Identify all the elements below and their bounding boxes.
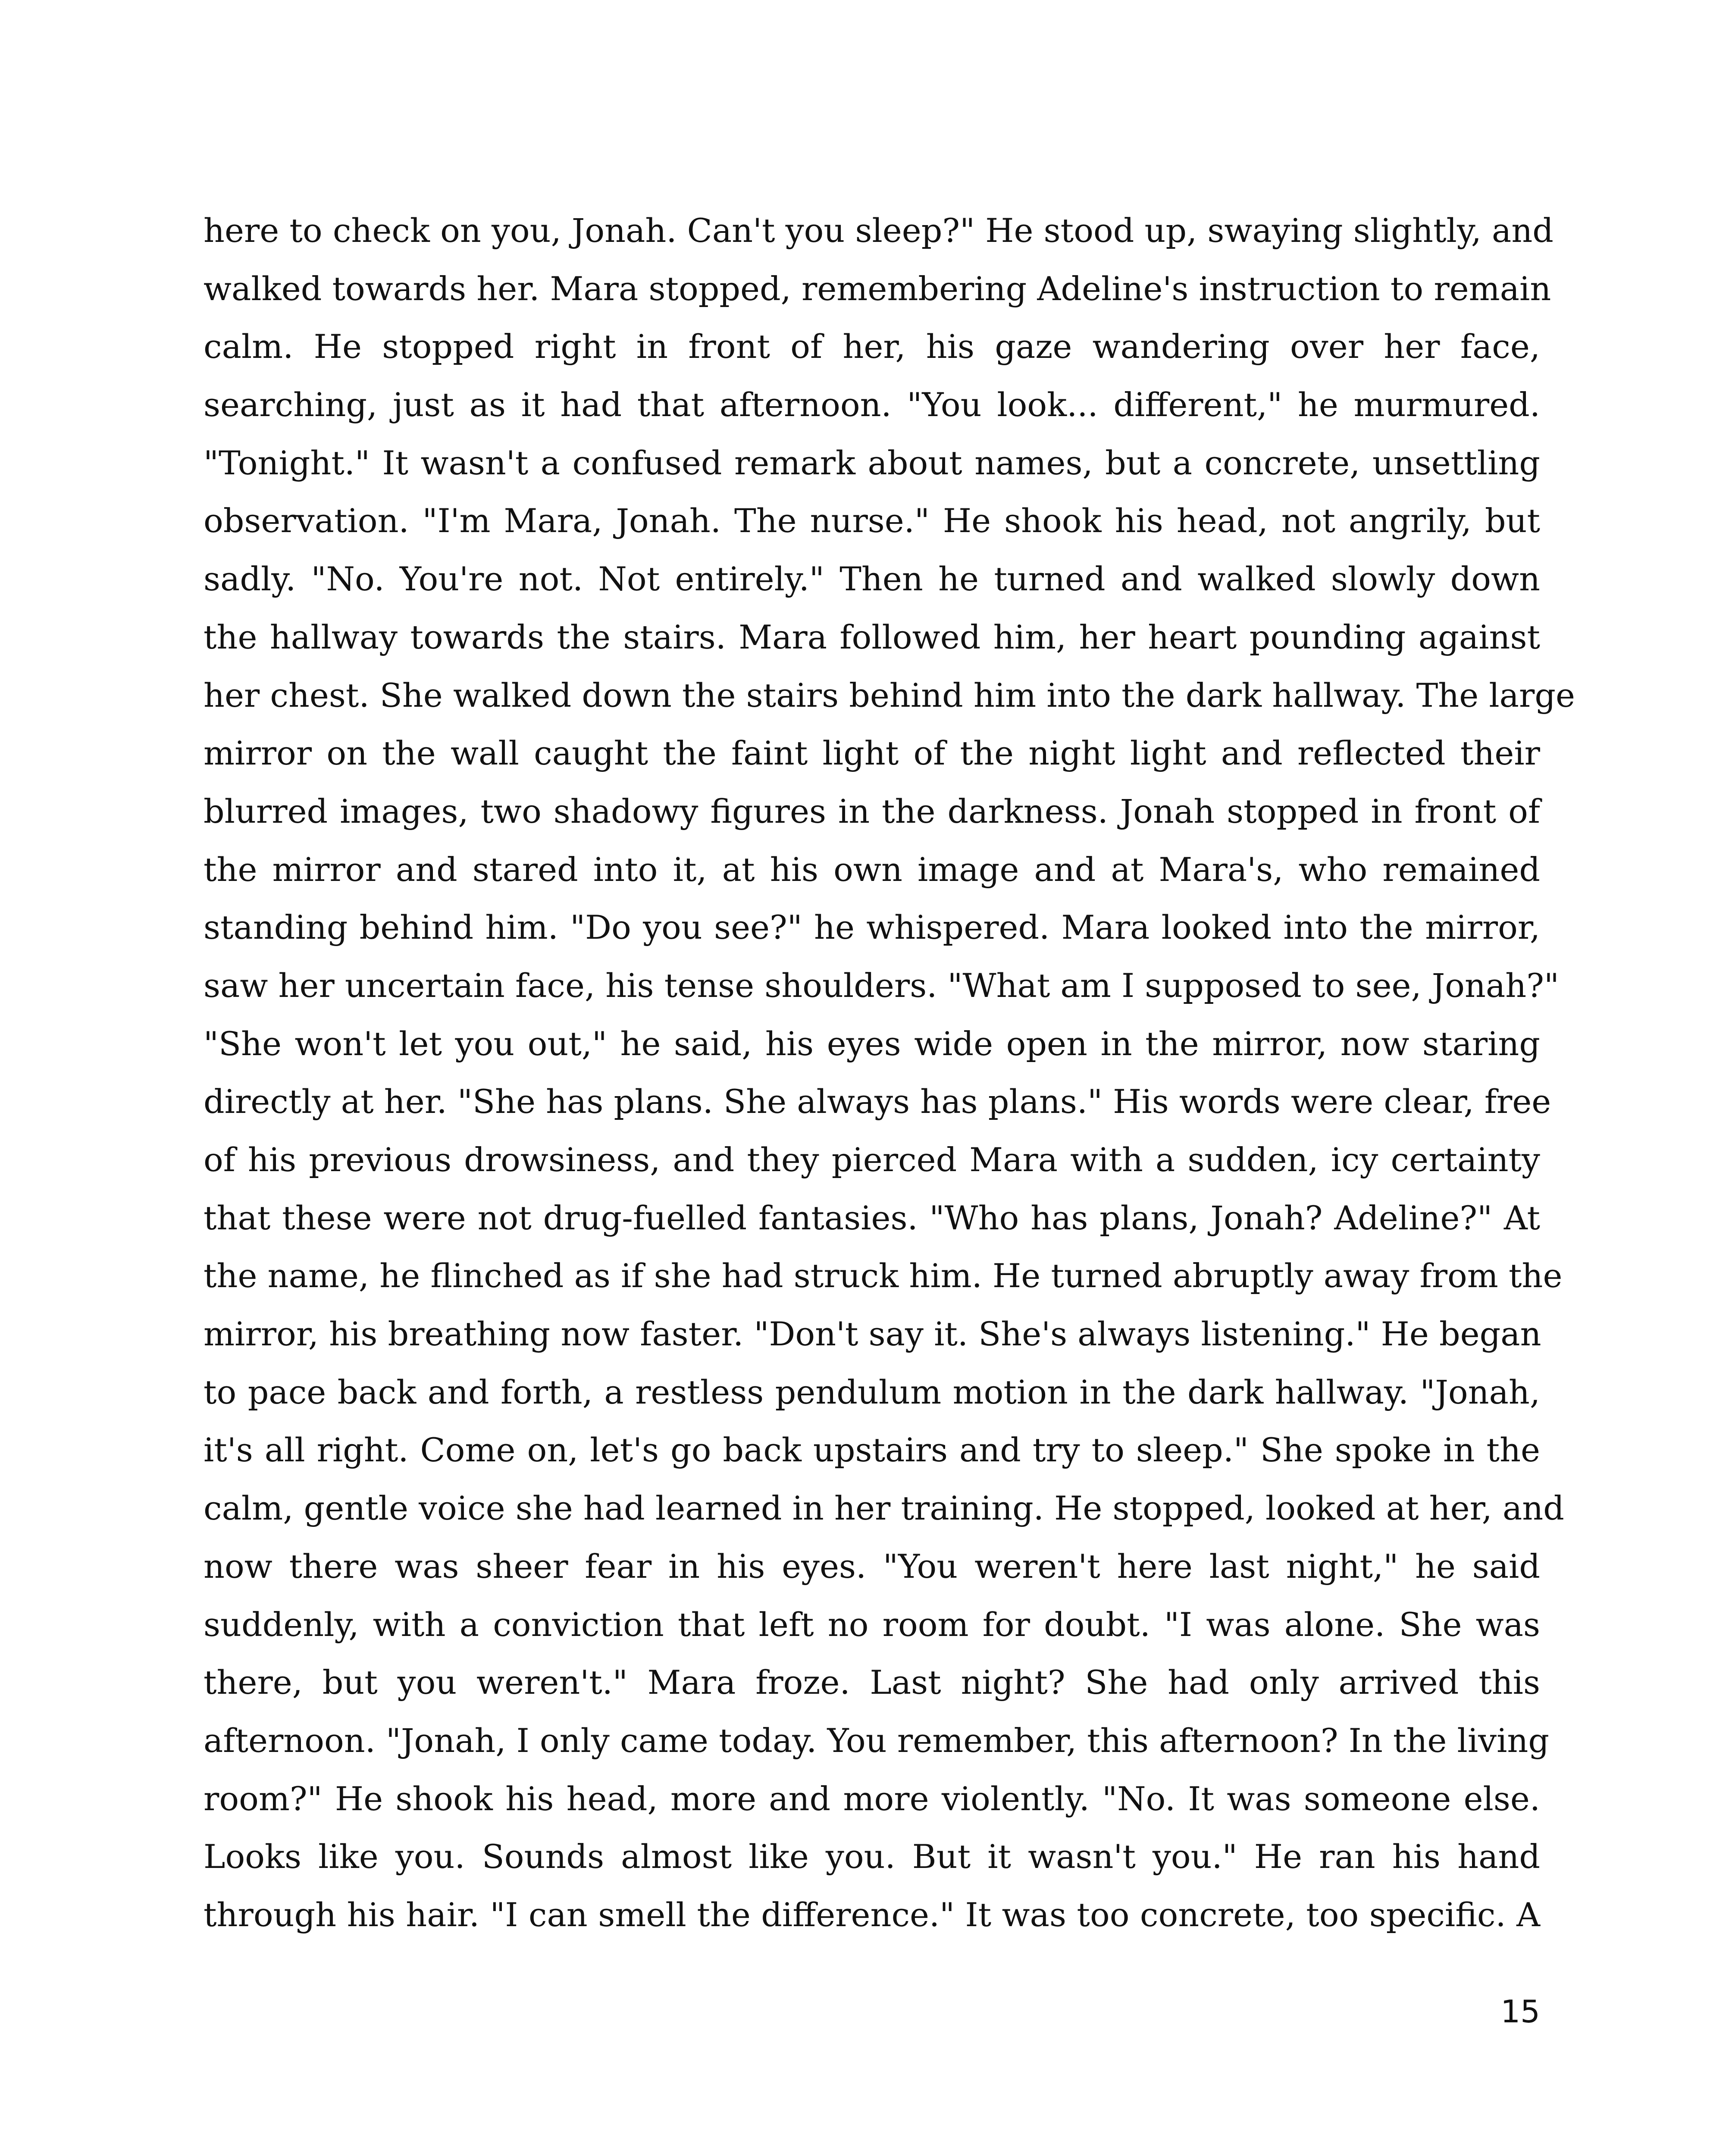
text-line: room?" He shook his head, more and more violently. "No. It was someone else. [204,1779,1540,1818]
text-line: searching, just as it had that afternoon. "You look... different," he murmured. [204,385,1540,424]
body-text [204,202,1575,1944]
text-line: walked towards her. Mara stopped, remembering Adeline's instruction to remain [204,269,1551,308]
text-line: here to check on you, Jonah. Can't you sleep?" He stood up, swaying slightly, and [204,211,1553,250]
text-line: it's all right. Come on, let's go back upstairs and try to sleep." She spoke in the [204,1431,1540,1470]
text-line: her chest. She walked down the stairs behind him into the dark hallway. The large [204,676,1575,714]
text-line: observation. "I'm Mara, Jonah. The nurse." He shook his head, not angrily, but [204,501,1540,540]
text-line: calm, gentle voice she had learned in her training. He stopped, looked at her, and [204,1489,1564,1528]
text-line: now there was sheer fear in his eyes. "You weren't here last night," he said [204,1547,1540,1586]
text-line: afternoon. "Jonah, I only came today. You remember, this afternoon? In the living [204,1721,1550,1760]
text-line: through his hair. "I can smell the difference." It was too concrete, too specific. A [204,1895,1540,1934]
text-line: sadly. "No. You're not. Not entirely." Then he turned and walked slowly down [204,560,1540,599]
text-line: the name, he flinched as if she had struck him. He turned abruptly away from the [204,1257,1563,1295]
text-line: suddenly, with a conviction that left no room for doubt. "I was alone. She was [204,1605,1540,1644]
text-line: "Tonight." It wasn't a confused remark about names, but a concrete, unsettling [204,443,1540,482]
text-line: mirror on the wall caught the faint light of the night light and reflected their [204,734,1540,773]
text-line: saw her uncertain face, his tense shoulders. "What am I supposed to see, Jonah?" [204,966,1559,1005]
text-line: Looks like you. Sounds almost like you. But it wasn't you." He ran his hand [204,1837,1540,1876]
text-line: blurred images, two shadowy figures in the darkness. Jonah stopped in front of [204,792,1540,830]
text-line: calm. He stopped right in front of her, his gaze wandering over her face, [204,327,1540,366]
text-line: the mirror and stared into it, at his own image and at Mara's, who remained [204,850,1540,889]
text-line: "She won't let you out," he said, his eyes wide open in the mirror, now staring [204,1024,1540,1063]
text-line: there, but you weren't." Mara froze. Last night? She had only arrived this [204,1663,1540,1702]
text-line: directly at her. "She has plans. She always has plans." His words were clear, free [204,1082,1551,1121]
text-line: to pace back and forth, a restless pendulum motion in the dark hallway. "Jonah, [204,1373,1540,1411]
text-line: of his previous drowsiness, and they pierced Mara with a sudden, icy certainty [204,1141,1540,1179]
text-line: the hallway towards the stairs. Mara followed him, her heart pounding against [204,617,1540,656]
page-number: 15 [1500,1993,1540,2030]
text-line: that these were not drug-fuelled fantasies. "Who has plans, Jonah? Adeline?" At [204,1198,1540,1237]
text-line: standing behind him. "Do you see?" he whispered. Mara looked into the mirror, [204,908,1540,947]
text-line: mirror, his breathing now faster. "Don't say it. She's always listening." He began [204,1315,1541,1354]
